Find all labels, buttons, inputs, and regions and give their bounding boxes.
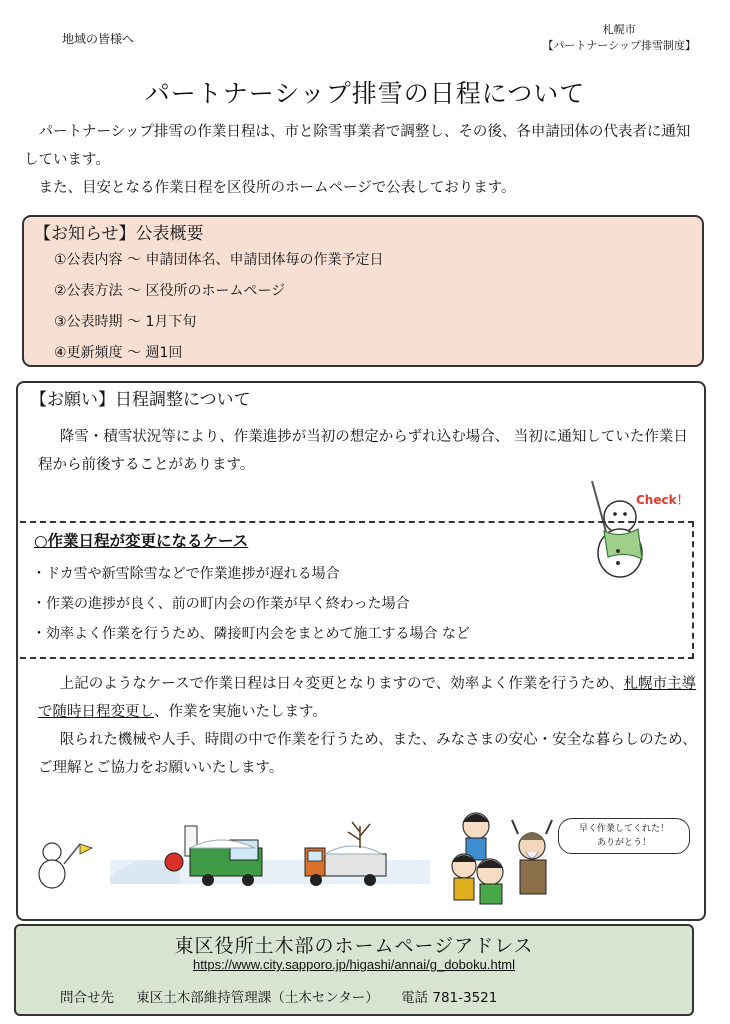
case-item: ・効率よく作業を行うため、隣接町内会をまとめて施工する場合 など — [32, 626, 470, 642]
footer-box — [14, 924, 694, 1016]
residents-icon — [448, 806, 558, 908]
after-text — [38, 670, 698, 782]
case-item: ・作業の進捗が良く、前の町内会の作業が早く終わった場合 — [32, 596, 410, 612]
residents-illustration — [448, 806, 558, 908]
speech-line-2: ありがとう！ — [596, 838, 651, 848]
notice-list — [54, 245, 383, 369]
header-org — [542, 22, 696, 54]
notice-item: ①公表内容 ～ 申請団体名、申請団体毎の作業予定日 — [54, 252, 384, 268]
notice-title: 【お知らせ】公表概要 — [34, 224, 204, 244]
page-title: パートナーシップ排雪の日程について — [144, 79, 586, 108]
notice-item: ③公表時期 ～ 1月下旬 — [54, 314, 197, 330]
addressee: 地域の皆様へ — [62, 32, 135, 46]
case-list — [32, 559, 470, 649]
contact-dept: 東区土木部維持管理課（土木センター） — [136, 990, 379, 1006]
request-body — [38, 423, 698, 479]
contact-label: 問合せ先 — [60, 990, 114, 1006]
org-name: 札幌市 — [602, 23, 636, 36]
case-box — [20, 521, 694, 659]
check-label: Check！ — [636, 493, 689, 507]
case-item: ・ドカ雪や新雪除雪などで作業進捗が遅れる場合 — [32, 566, 340, 582]
intro-paragraph-2: また、目安となる作業日程を区役所のホームページで公表しております。 — [38, 180, 516, 196]
contact-info — [60, 986, 515, 1006]
intro-paragraph-1: パートナーシップ排雪の作業日程は、市と除雪事業者で調整し、その後、各申請団体の代表者に通知しています。 — [24, 124, 691, 168]
intro — [24, 118, 694, 202]
speech-line-1: 早く作業してくれた！ — [578, 824, 669, 834]
notice-box — [22, 215, 704, 367]
snow-removal-illustration — [30, 818, 450, 900]
contact-phone: 電話 781-3521 — [401, 990, 498, 1006]
homepage-link[interactable]: https://www.city.sapporo.jp/higashi/annai/g_doboku.html — [192, 957, 516, 972]
request-title: 【お願い】日程調整について — [30, 390, 251, 410]
after-1-post: 、作業を実施いたします。 — [154, 704, 327, 720]
after-paragraph-1 — [38, 670, 698, 726]
after-paragraph-2: 限られた機械や人手、時間の中で作業を行うため、また、みなさまの安心・安全な暮らしのため、ご理解とご協力をお願いいたします。 — [38, 732, 697, 776]
program-name: 【パートナーシップ排雪制度】 — [542, 39, 696, 52]
request-body-text: 降雪・積雪状況等により、作業進捗が当初の想定からずれ込む場合、 当初に通知していた作業日程から前後することがあります。 — [38, 429, 688, 473]
notice-item: ④更新頻度 ～ 週1回 — [54, 345, 183, 361]
after-1-underlined: 札幌市主導で随時日程変更し — [38, 676, 697, 720]
snow-trucks-icon — [30, 818, 450, 900]
after-1-pre: 上記のようなケースで作業日程は日々変更となりますので、効率よく作業を行うため、 — [59, 676, 624, 692]
notice-item: ②公表方法 ～ 区役所のホームページ — [54, 283, 286, 299]
footer-title: 東区役所土木部のホームページアドレス — [174, 935, 534, 957]
speech-bubble — [558, 818, 690, 854]
case-title: ○作業日程が変更になるケース — [34, 532, 249, 550]
